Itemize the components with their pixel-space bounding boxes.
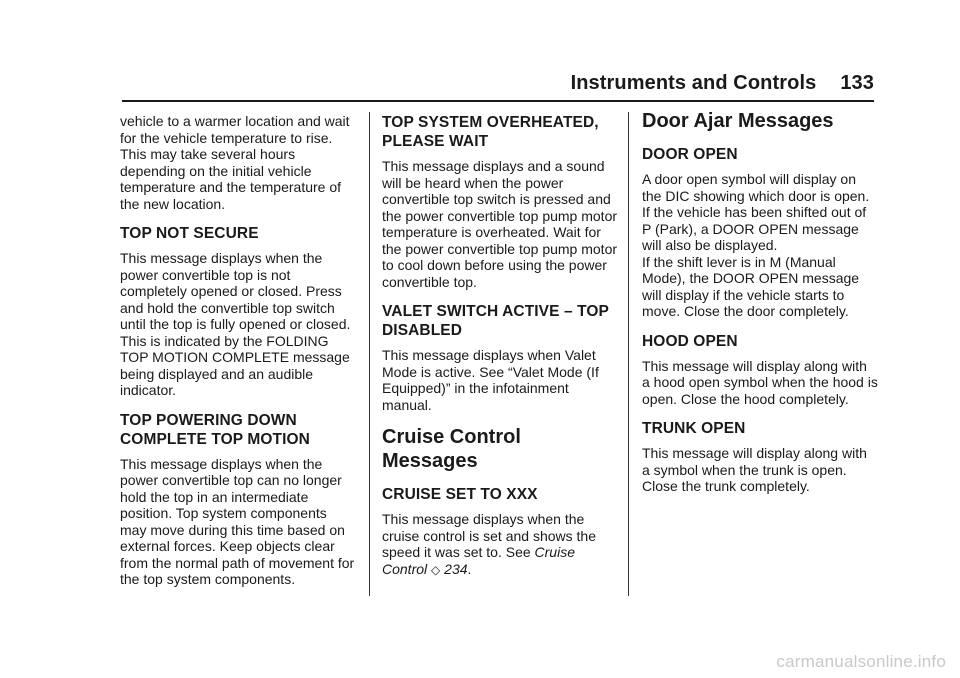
heading-top-not-secure: TOP NOT SECURE	[120, 225, 259, 242]
heading-top-powering-down: TOP POWERING DOWN COMPLETE TOP MOTION	[120, 411, 310, 448]
body-paragraph: If the shift lever is in M (Manual Mode), the DOOR OPEN message will display if the vehicle starts to move. Close the door completely.	[642, 253, 860, 319]
heading-cruise-set: CRUISE SET TO XXX	[382, 486, 538, 503]
column-1	[120, 113, 356, 588]
body-paragraph: This message displays when Valet Mode is active. See “Valet Mode (If Equipped)” in the infotainment manual.	[382, 347, 599, 413]
body-paragraph: This message will display along with a symbol when the trunk is open. Close the trunk completely.	[642, 445, 867, 494]
column-2	[382, 113, 618, 578]
body-paragraph: vehicle to a warmer location and wait for the vehicle temperature to rise. This may take several hours depending on the initial vehicle temperature and the temperature of the new location.	[120, 113, 350, 212]
body-paragraph	[382, 511, 618, 578]
header-rule	[122, 100, 874, 102]
running-header	[571, 72, 874, 95]
cross-reference-link[interactable]: Cruise Control	[382, 544, 575, 577]
paragraph-text: This message displays when the cruise control is set and shows the speed it was set to. See	[382, 511, 596, 560]
body-paragraph: A door open symbol will display on the DIC showing which door is open. If the vehicle has been shifted out of P (Park), a DOOR OPEN message will also be displayed.	[642, 171, 870, 253]
heading-top-system-overheated: TOP SYSTEM OVERHEATED, PLEASE WAIT	[382, 114, 599, 150]
page-number: 133	[840, 72, 874, 94]
heading-door-open: DOOR OPEN	[642, 146, 738, 163]
body-paragraph: This message displays and a sound will be heard when the power convertible top switch is pressed and the power convertible top pump motor temperature is overheated. Wait for the power convertible top pump motor to cool down before using the power convertible top.	[382, 158, 618, 290]
column-divider-2	[628, 112, 629, 596]
body-paragraph: This message displays when the power convertible top is not completely opened or closed. Press and hold the convertible top switch until the top is fully opened or closed. This is indicated by the FOLDING TOP MOTION COMPLETE message being displayed and an audible indicator.	[120, 250, 351, 398]
column-3	[642, 110, 878, 495]
page-ref-icon: ◇	[431, 562, 441, 577]
heading-hood-open: HOOD OPEN	[642, 332, 738, 350]
paragraph-end: .	[467, 560, 472, 577]
body-paragraph: This message displays when the power convertible top can no longer hold the top in an intermediate position. Top system components may move during this time based on external forces. Keep objects clear from the normal path of movement for the top system components.	[120, 455, 355, 587]
heading-valet-switch-active: VALET SWITCH ACTIVE – TOP DISABLED	[382, 303, 609, 339]
section-title: Instruments and Controls	[570, 72, 817, 94]
section-heading-door-ajar: Door Ajar Messages	[642, 110, 834, 132]
heading-trunk-open: TRUNK OPEN	[642, 420, 746, 437]
page-reference[interactable]: 234	[444, 560, 468, 577]
column-divider-1	[369, 112, 370, 596]
section-heading-cruise-control: Cruise Control Messages	[382, 426, 521, 472]
watermark: carmanualsonline.info	[776, 652, 946, 671]
body-paragraph: This message will display along with a hood open symbol when the hood is open. Close the hood completely.	[642, 357, 878, 407]
